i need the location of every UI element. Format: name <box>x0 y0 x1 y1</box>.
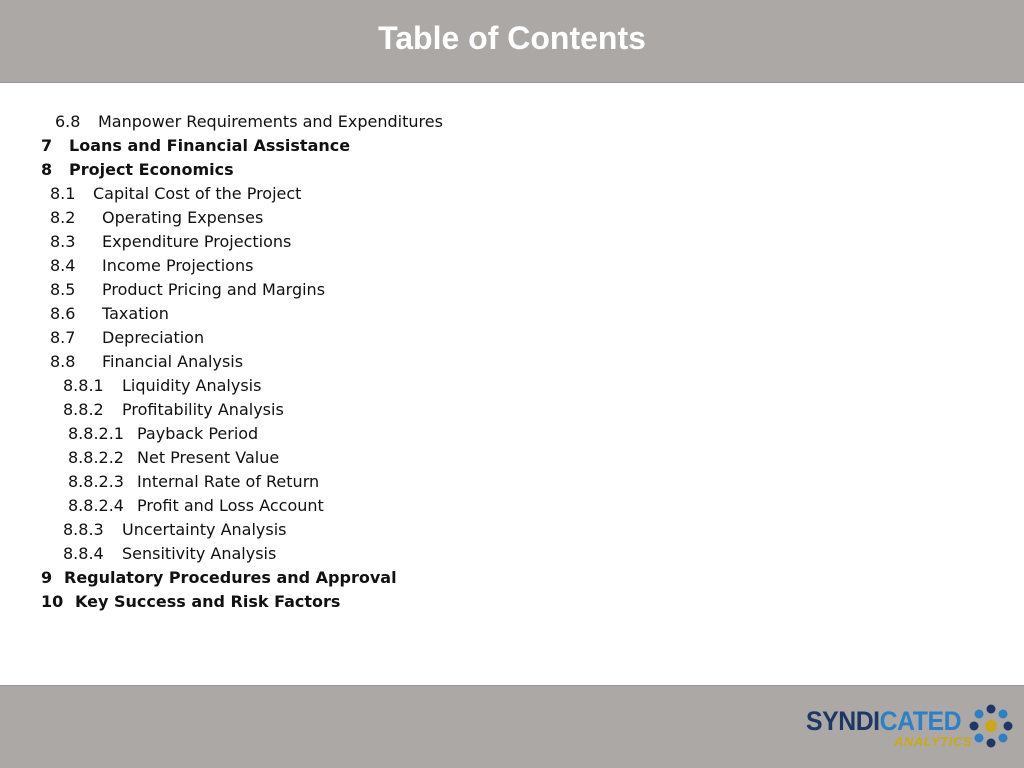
toc-number: 8.8.1 <box>63 376 104 395</box>
toc-number: 8.4 <box>50 256 76 275</box>
toc-label: Liquidity Analysis <box>122 376 262 395</box>
toc-number: 8.7 <box>50 328 76 347</box>
toc-number: 8.6 <box>50 304 76 323</box>
toc-number: 8.1 <box>50 184 76 203</box>
toc-number: 8.8 <box>50 352 76 371</box>
footer-bar <box>0 685 1024 768</box>
toc-number: 8.8.2.3 <box>68 472 124 491</box>
logo-dots-icon <box>969 704 1013 748</box>
toc-label: Operating Expenses <box>102 208 264 227</box>
toc-label: Sensitivity Analysis <box>122 544 277 563</box>
toc-label: Income Projections <box>102 256 254 275</box>
toc-label: Project Economics <box>69 160 234 179</box>
toc-number: 8.8.2.2 <box>68 448 124 467</box>
header-bar <box>0 0 1024 83</box>
logo-word-main: SYNDI <box>806 706 880 736</box>
toc-label: Internal Rate of Return <box>137 472 320 491</box>
toc-label: Profit and Loss Account <box>137 496 324 515</box>
toc-number: 7 <box>41 136 53 155</box>
toc-number: 10 <box>41 592 64 611</box>
toc-number: 8 <box>41 160 53 179</box>
toc-label: Manpower Requirements and Expenditures <box>98 112 443 131</box>
toc-number: 8.2 <box>50 208 76 227</box>
toc-label: Uncertainty Analysis <box>122 520 287 539</box>
toc-label: Loans and Financial Assistance <box>69 136 351 155</box>
toc-label: Taxation <box>102 304 169 323</box>
toc-label: Depreciation <box>102 328 205 347</box>
page-title: Table of Contents <box>378 20 646 56</box>
toc-number: 8.8.2.1 <box>68 424 124 443</box>
toc-number: 8.3 <box>50 232 76 251</box>
toc-number: 6.8 <box>55 112 81 131</box>
toc-number: 8.8.2.4 <box>68 496 124 515</box>
toc-label: Capital Cost of the Project <box>93 184 302 203</box>
toc-label: Profitability Analysis <box>122 400 284 419</box>
logo-subword: ANALYTICS <box>894 734 972 749</box>
syndicated-analytics-logo <box>806 704 1016 754</box>
toc-label: Financial Analysis <box>102 352 244 371</box>
toc-label: Payback Period <box>137 424 259 443</box>
toc-number: 9 <box>41 568 53 587</box>
toc-label: Regulatory Procedures and Approval <box>64 568 397 587</box>
toc-label: Product Pricing and Margins <box>102 280 326 299</box>
toc-number: 8.8.3 <box>63 520 104 539</box>
logo-word-highlight: CATED <box>879 706 962 736</box>
toc-label: Key Success and Risk Factors <box>75 592 341 611</box>
toc-number: 8.8.4 <box>63 544 104 563</box>
toc-label: Net Present Value <box>137 448 280 467</box>
logo-wordmark <box>806 706 961 737</box>
toc-label: Expenditure Projections <box>102 232 292 251</box>
toc-number: 8.5 <box>50 280 76 299</box>
toc-number: 8.8.2 <box>63 400 104 419</box>
